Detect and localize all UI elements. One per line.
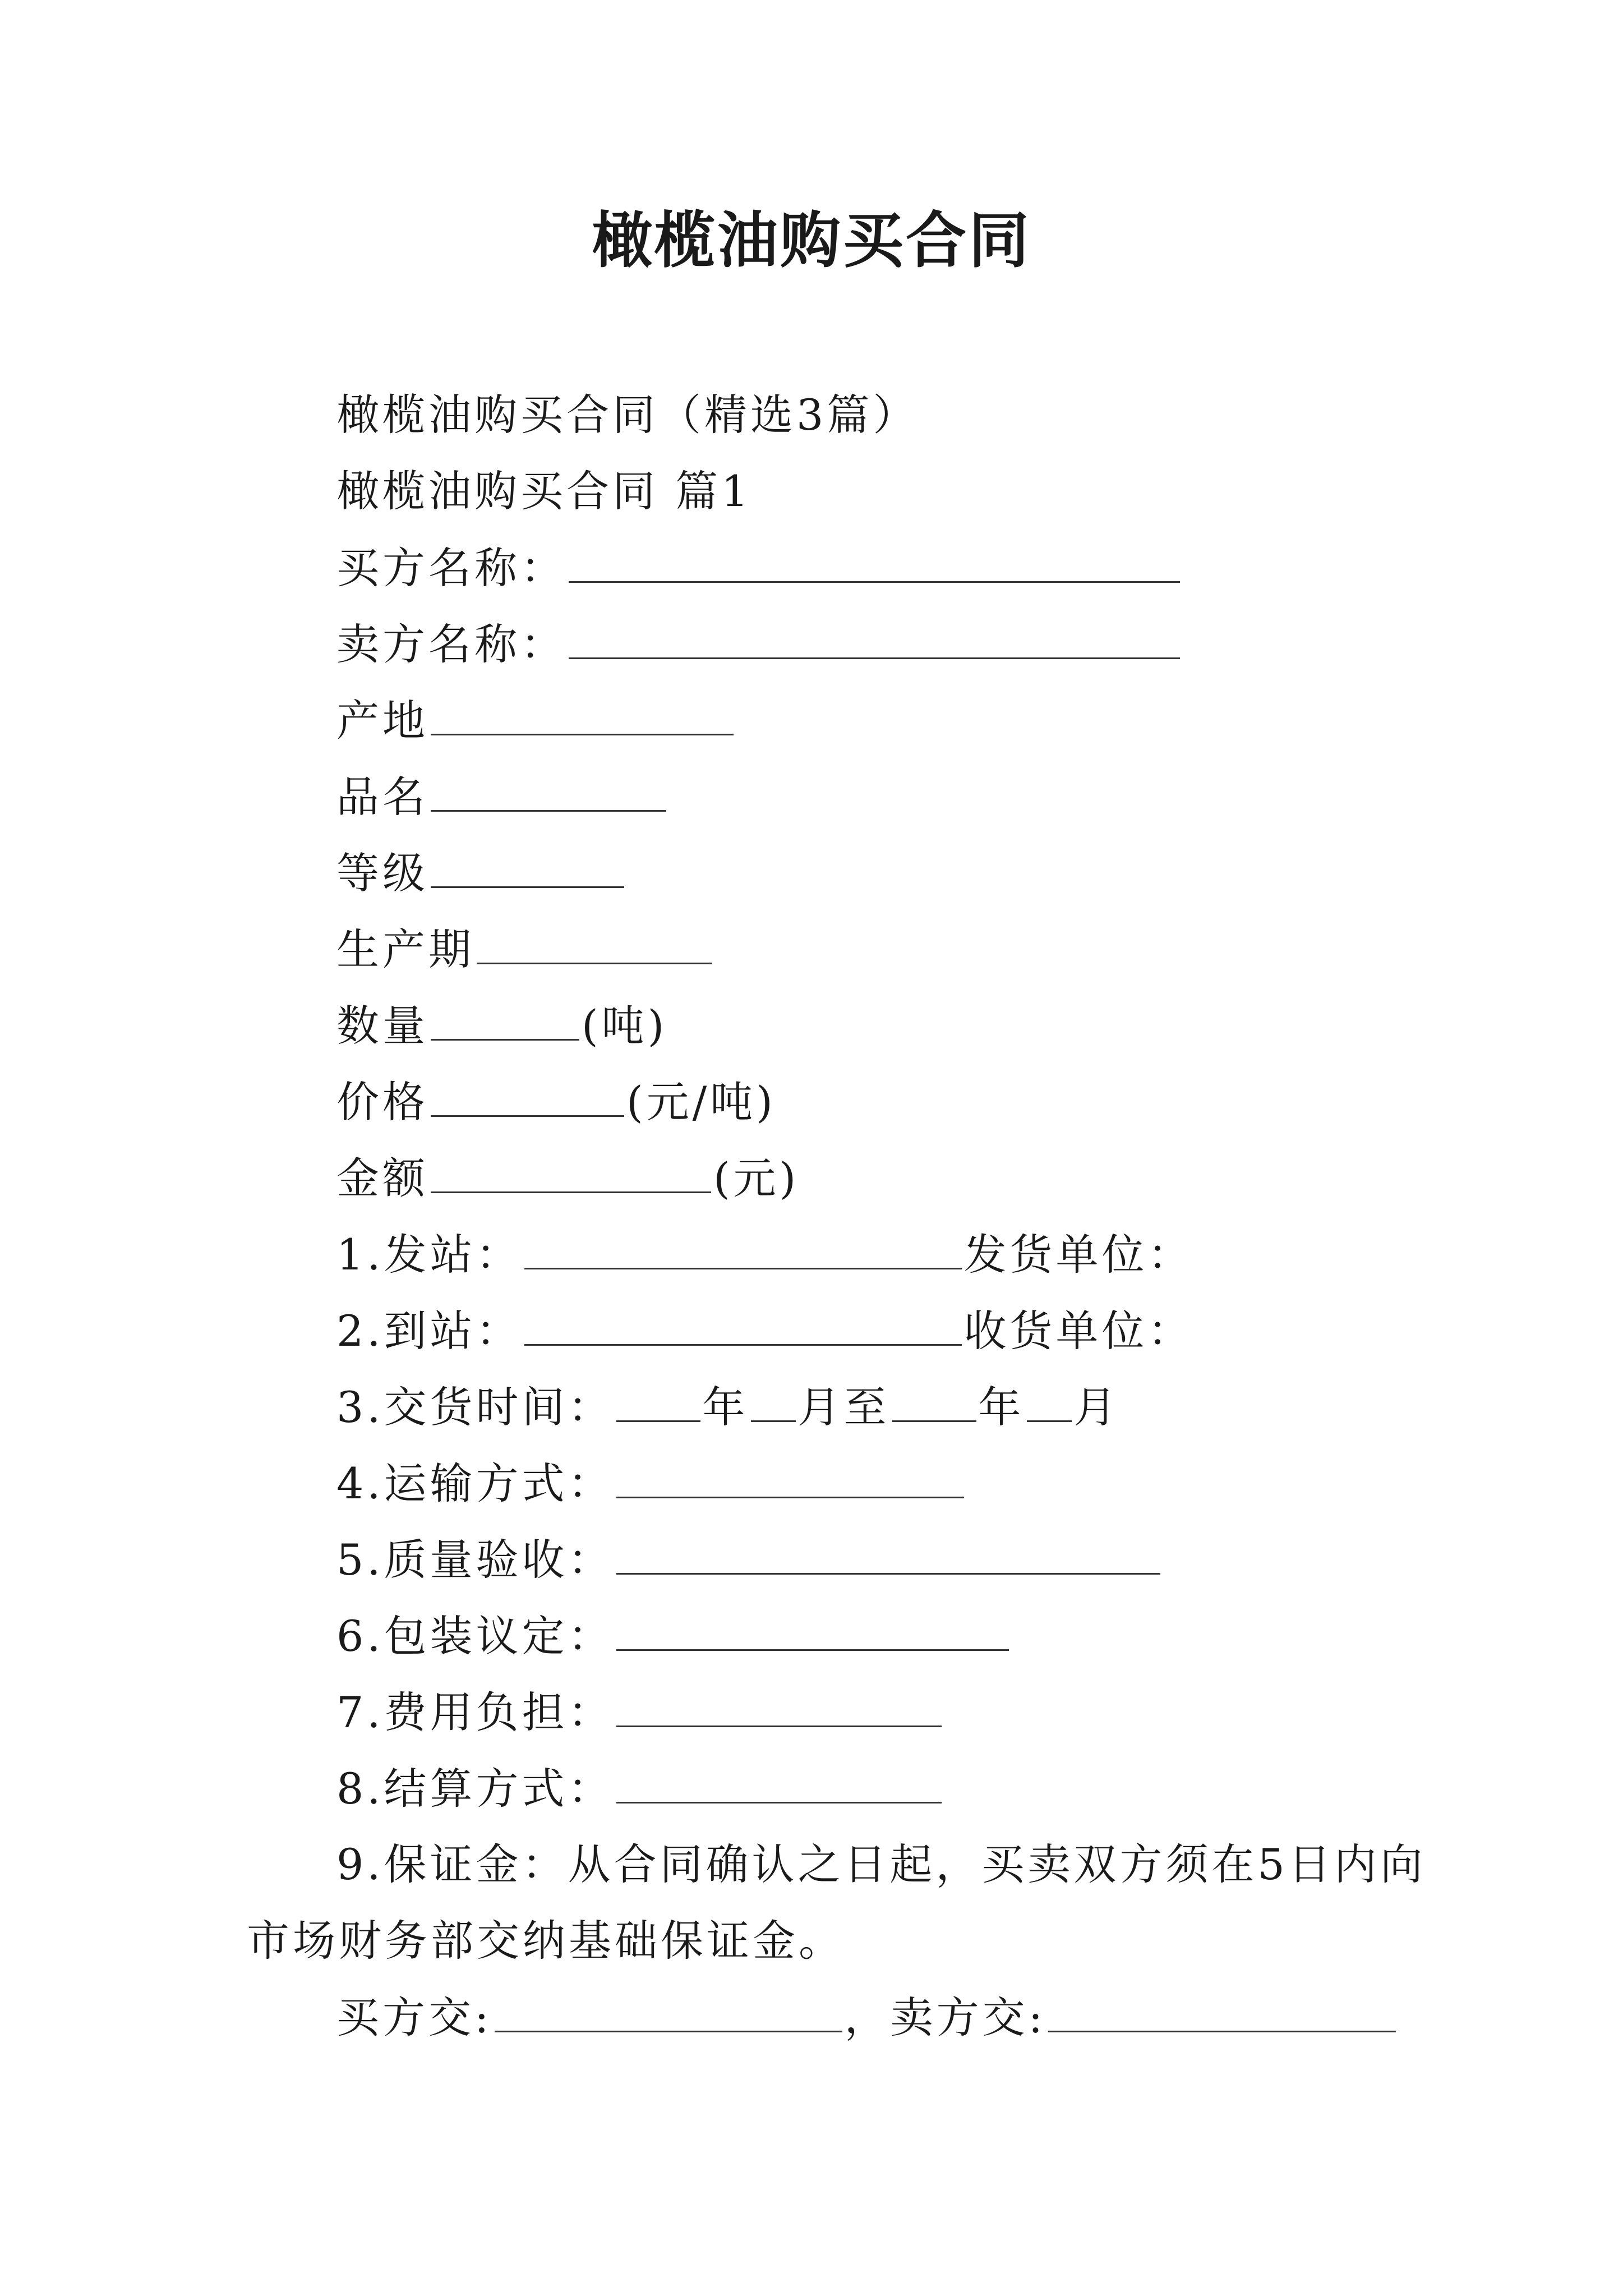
seller-pays-label: 卖方交: <box>890 1993 1046 2042</box>
buyer-name-blank[interactable] <box>569 540 1180 583</box>
cost-bearing-blank[interactable] <box>616 1684 942 1727</box>
amount-unit: (元) <box>713 1153 800 1203</box>
price-blank[interactable] <box>431 1074 624 1117</box>
clause-8-label: 8.结算方式： <box>336 1764 614 1814</box>
price-row <box>336 1074 776 1130</box>
seller-name-row <box>336 616 1182 673</box>
clause-2-row <box>336 1303 1194 1359</box>
document-subtitle: 橄榄油购买合同（精选3篇） <box>336 390 919 440</box>
departure-station-blank[interactable] <box>524 1226 962 1269</box>
clause-4-row <box>336 1455 966 1512</box>
origin-row <box>336 692 736 749</box>
clause-2-extra: 收货单位： <box>963 1306 1194 1356</box>
origin-blank[interactable] <box>431 692 734 735</box>
clause-5-row <box>336 1531 1163 1588</box>
buyer-name-label: 买方名称： <box>336 543 566 593</box>
price-label: 价格 <box>336 1077 428 1127</box>
clause-6-label: 6.包装议定： <box>336 1611 614 1661</box>
grade-blank[interactable] <box>431 845 624 888</box>
production-date-row <box>336 921 714 978</box>
arrival-station-blank[interactable] <box>524 1303 962 1346</box>
seller-name-label: 卖方名称： <box>336 619 566 669</box>
start-year-blank[interactable] <box>616 1379 700 1422</box>
section-heading: 橄榄油购买合同 篇1 <box>336 466 752 516</box>
product-name-label: 品名 <box>336 772 428 822</box>
product-name-row <box>336 769 668 825</box>
clause-1-row <box>336 1226 1194 1283</box>
clause-7-row <box>336 1684 944 1741</box>
clause-1-extra: 发货单位： <box>963 1230 1194 1280</box>
start-month-blank[interactable] <box>751 1379 796 1422</box>
amount-blank[interactable] <box>431 1150 711 1193</box>
settlement-method-blank[interactable] <box>616 1760 942 1803</box>
quantity-blank[interactable] <box>431 997 579 1041</box>
clause-3-row <box>336 1379 1120 1435</box>
origin-label: 产地 <box>336 696 428 746</box>
buyer-name-row <box>336 540 1182 596</box>
transport-method-blank[interactable] <box>616 1455 964 1498</box>
quantity-row <box>336 997 667 1054</box>
production-date-blank[interactable] <box>477 921 712 964</box>
clause-7-label: 7.费用负担： <box>336 1687 614 1737</box>
clause-6-row <box>336 1608 1011 1664</box>
end-month-blank[interactable] <box>1027 1379 1072 1422</box>
clause-8-row <box>336 1760 944 1817</box>
clause-5-label: 5.质量验收： <box>336 1535 614 1585</box>
clause-3-label: 3.交货时间： <box>336 1382 614 1432</box>
quality-inspection-blank[interactable] <box>616 1531 1160 1575</box>
clause-3-year2: 年 <box>978 1382 1025 1432</box>
production-date-label: 生产期 <box>336 924 474 974</box>
grade-label: 等级 <box>336 848 428 898</box>
buyer-pays-label: 买方交: <box>336 1993 492 2042</box>
clause-3-year1: 年 <box>702 1382 749 1432</box>
quantity-unit: (吨) <box>582 1001 668 1051</box>
clause-4-label: 4.运输方式： <box>336 1458 614 1508</box>
amount-label: 金额 <box>336 1153 428 1203</box>
end-year-blank[interactable] <box>892 1379 976 1422</box>
buyer-deposit-blank[interactable] <box>495 1989 842 2032</box>
price-unit: (元/吨) <box>626 1077 776 1127</box>
packaging-blank[interactable] <box>616 1608 1009 1651</box>
document-title: 橄榄油购买合同 <box>591 206 1031 276</box>
quantity-label: 数量 <box>336 1001 428 1051</box>
deposit-comma: ， <box>844 1993 891 2042</box>
amount-row <box>336 1150 799 1207</box>
seller-deposit-blank[interactable] <box>1048 1989 1396 2032</box>
clause-2-label: 2.到站： <box>336 1306 522 1356</box>
clause-3-month2: 月 <box>1073 1382 1120 1432</box>
clause-1-label: 1.发站： <box>336 1230 522 1280</box>
seller-name-blank[interactable] <box>569 616 1180 659</box>
clause-9-line-2: 市场财务部交纳基础保证金。 <box>247 1916 845 1966</box>
clause-9-line-1: 9.保证金：从合同确认之日起，买卖双方须在5日内向 <box>336 1839 1426 1889</box>
grade-row <box>336 845 626 901</box>
clause-3-month1: 月至 <box>797 1382 890 1432</box>
product-name-blank[interactable] <box>431 769 666 812</box>
deposit-row <box>336 1989 1398 2046</box>
